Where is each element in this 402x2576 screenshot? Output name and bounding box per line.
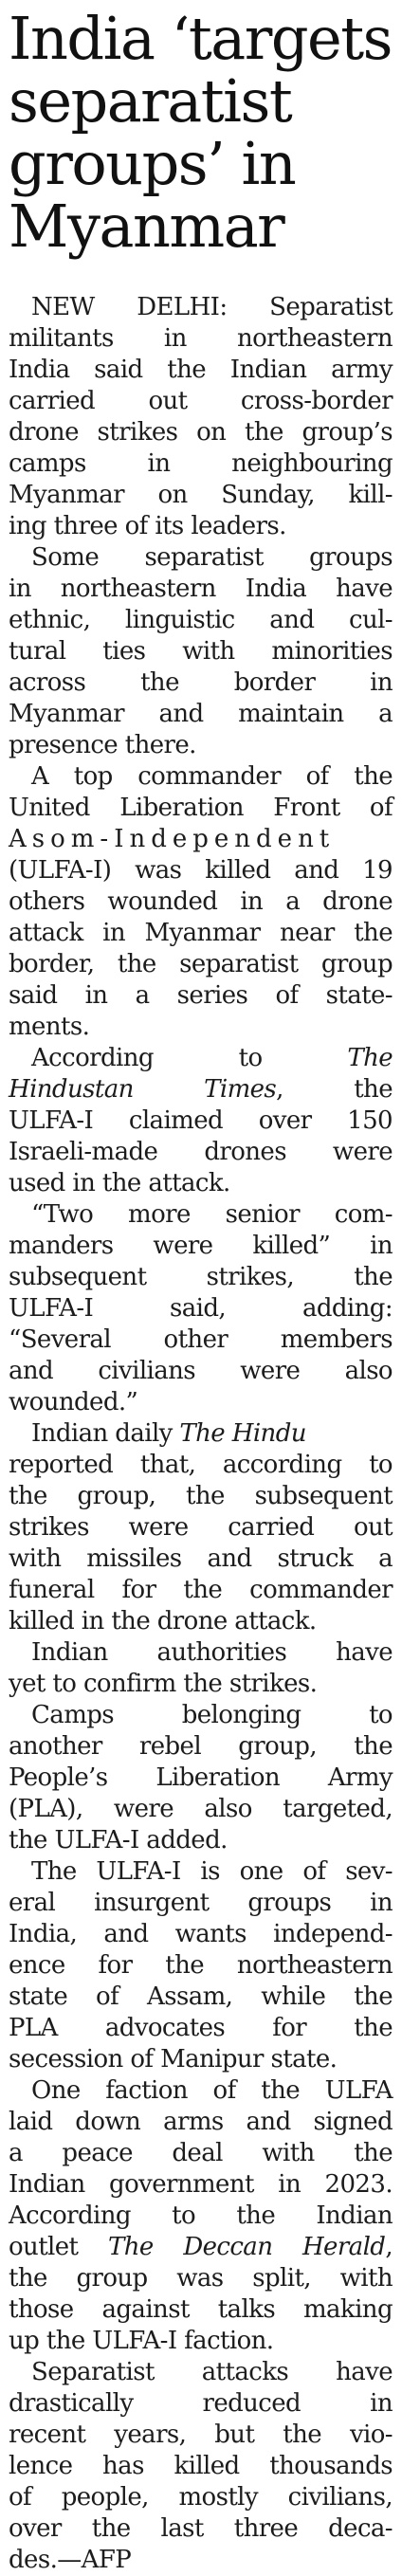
body-paragraph bbox=[9, 1043, 393, 1199]
text-line: India, and wants independ- bbox=[9, 1920, 393, 1948]
text-run: Indian daily bbox=[31, 1419, 180, 1448]
text-line: eral insurgent groups in bbox=[9, 1889, 393, 1917]
text-run: , the bbox=[276, 1075, 393, 1104]
text-line: (PLA), were also targeted, bbox=[9, 1795, 393, 1823]
text-line: NEW DELHI: Separatist bbox=[31, 293, 393, 321]
text-run: , bbox=[385, 2233, 393, 2261]
body-paragraph bbox=[9, 2075, 393, 2357]
text-line: reported that, according to bbox=[9, 1451, 393, 1479]
text-line: drastically reduced in bbox=[9, 2389, 393, 2418]
text-line: “Several other members bbox=[9, 1325, 393, 1354]
text-line: camps in neighbouring bbox=[9, 449, 393, 478]
text-line: in northeastern India have bbox=[9, 575, 393, 603]
body-paragraph bbox=[9, 292, 393, 542]
text-line: others wounded in a drone bbox=[9, 887, 393, 916]
text-line: subsequent strikes, the bbox=[9, 1263, 393, 1291]
text-line: attack in Myanmar near the bbox=[9, 919, 393, 947]
text-line: Myanmar and maintain a bbox=[9, 700, 393, 728]
text-line bbox=[9, 1074, 393, 1105]
text-line: said in a series of state- bbox=[9, 981, 393, 1010]
body-paragraph bbox=[9, 1637, 393, 1700]
text-line: Camps belonging to bbox=[31, 1701, 393, 1729]
text-line: ing three of its leaders. bbox=[9, 512, 286, 540]
text-line: lence has killed thousands bbox=[9, 2452, 393, 2480]
agency-credit-line: des.—AFP bbox=[9, 2546, 132, 2574]
text-line: United Liberation Front of bbox=[9, 794, 393, 822]
body-paragraph bbox=[9, 1700, 393, 1856]
text-line: secession of Manipur state. bbox=[9, 2045, 338, 2074]
text-line: border, the separatist group bbox=[9, 950, 393, 978]
text-line: People’s Liberation Army bbox=[9, 1763, 393, 1792]
text-line: wounded.” bbox=[9, 1388, 138, 1416]
text-line: a peace deal with the bbox=[9, 2139, 393, 2167]
text-line bbox=[9, 2232, 393, 2263]
body-paragraph bbox=[9, 1418, 393, 1637]
text-line: One faction of the ULFA bbox=[31, 2076, 393, 2105]
text-line: A top commander of the bbox=[31, 762, 393, 791]
text-line: militants in northeastern bbox=[9, 324, 393, 353]
text-line bbox=[9, 1418, 393, 1450]
text-line: used in the attack. bbox=[9, 1169, 230, 1197]
text-line: India said the Indian army bbox=[9, 356, 393, 384]
text-line: The ULFA-I is one of sev- bbox=[31, 1857, 393, 1886]
text-line: the group, the subsequent bbox=[9, 1482, 393, 1510]
body-paragraph bbox=[9, 542, 393, 761]
text-line: killed in the drone attack. bbox=[9, 1607, 317, 1635]
text-line: over the last three deca- bbox=[9, 2514, 393, 2543]
text-line: manders were killed” in bbox=[9, 1232, 393, 1260]
body-paragraph bbox=[9, 2357, 393, 2576]
text-line: According to the Indian bbox=[9, 2201, 393, 2230]
body-paragraph bbox=[9, 761, 393, 1043]
publication-name: The Hindu bbox=[179, 1419, 306, 1448]
text-line: ULFA-I claimed over 150 bbox=[9, 1106, 393, 1135]
publication-name: The bbox=[347, 1044, 393, 1072]
text-line: drone strikes on the group’s bbox=[9, 418, 393, 447]
text-line: Israeli-made drones were bbox=[9, 1138, 393, 1166]
text-line: tural ties with minorities bbox=[9, 637, 393, 666]
text-line: across the border in bbox=[9, 668, 393, 697]
text-line: the group was split, with bbox=[9, 2264, 393, 2293]
text-line: state of Assam, while the bbox=[9, 1982, 393, 2011]
headline-line: Myanmar bbox=[9, 192, 284, 261]
text-line: another rebel group, the bbox=[9, 1732, 393, 1761]
text-line: Separatist attacks have bbox=[31, 2358, 393, 2386]
text-line: ence for the northeastern bbox=[9, 1951, 393, 1980]
publication-name: The Deccan Herald bbox=[108, 2233, 386, 2261]
text-line: and civilians were also bbox=[9, 1357, 393, 1385]
text-line: “Two more senior com- bbox=[31, 1200, 393, 1229]
text-line: Myanmar on Sunday, kill- bbox=[9, 481, 393, 509]
text-line: Indian government in 2023. bbox=[9, 2170, 393, 2199]
headline-line: separatist bbox=[9, 66, 292, 136]
text-line: ments. bbox=[9, 1013, 90, 1041]
headline-line: India ‘targets bbox=[9, 4, 392, 73]
text-line: those against talks making bbox=[9, 2295, 393, 2324]
text-line: Indian authorities have bbox=[31, 1638, 393, 1667]
article-headline bbox=[9, 4, 393, 261]
text-line: ULFA-I said, adding: bbox=[9, 1294, 393, 1323]
publication-name: Hindustan Times bbox=[9, 1075, 277, 1104]
body-paragraph bbox=[9, 1856, 393, 2075]
text-line: PLA advocates for the bbox=[9, 2014, 393, 2042]
text-line: presence there. bbox=[9, 731, 196, 759]
text-line: of people, mostly civilians, bbox=[9, 2483, 393, 2512]
text-line: funeral for the commander bbox=[9, 1576, 393, 1604]
text-line: with missiles and struck a bbox=[9, 1544, 393, 1573]
text-line: ethnic, linguistic and cul- bbox=[9, 606, 393, 634]
text-line: (ULFA-I) was killed and 19 bbox=[9, 856, 393, 885]
text-line: recent years, but the vio- bbox=[9, 2421, 393, 2449]
text-line: yet to confirm the strikes. bbox=[9, 1670, 318, 1698]
text-line bbox=[9, 1043, 393, 1074]
text-line: up the ULFA-I faction. bbox=[9, 2327, 274, 2355]
text-line: the ULFA-I added. bbox=[9, 1826, 228, 1854]
text-line: Asom-Independent bbox=[9, 825, 336, 853]
text-line: strikes were carried out bbox=[9, 1513, 393, 1542]
text-line: carried out cross-border bbox=[9, 387, 393, 415]
headline-line: groups’ in bbox=[9, 129, 296, 198]
text-line: laid down arms and signed bbox=[9, 2108, 393, 2136]
text-line: Some separatist groups bbox=[31, 543, 393, 572]
text-run: outlet bbox=[9, 2233, 109, 2261]
body-paragraph bbox=[9, 1199, 393, 1418]
text-run: According to bbox=[31, 1044, 263, 1072]
